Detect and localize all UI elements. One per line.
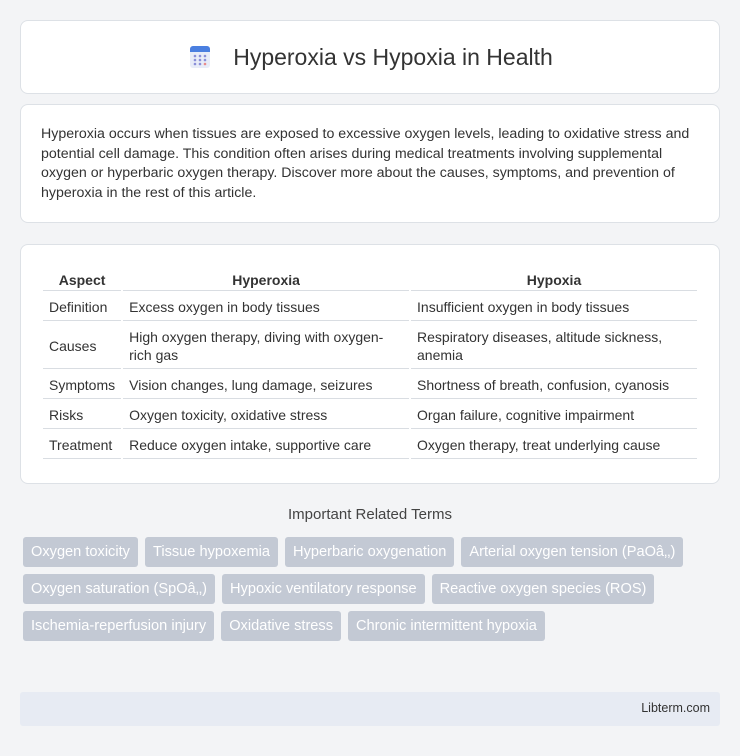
comparison-card [20, 244, 720, 484]
related-terms-heading: Important Related Terms [288, 506, 452, 523]
table-cell: Organ failure, cognitive impairment [411, 401, 697, 429]
table-cell: Causes [43, 323, 121, 369]
column-header-hypoxia: Hypoxia [411, 267, 697, 291]
intro-card [20, 104, 720, 223]
related-term-tag[interactable]: Oxygen toxicity [23, 537, 138, 567]
table-cell: Respiratory diseases, altitude sickness, anemia [411, 323, 697, 369]
footer [20, 692, 720, 726]
table-cell: High oxygen therapy, diving with oxygen-rich gas [123, 323, 409, 369]
table-cell: Excess oxygen in body tissues [123, 293, 409, 321]
table-cell: Insufficient oxygen in body tissues [411, 293, 697, 321]
footer-site-link[interactable]: Libterm.com [641, 701, 710, 715]
related-terms-list [23, 537, 723, 648]
table-header-row [43, 267, 697, 291]
table-cell: Vision changes, lung damage, seizures [123, 371, 409, 399]
table-cell: Symptoms [43, 371, 121, 399]
table-cell: Reduce oxygen intake, supportive care [123, 431, 409, 459]
table-cell: Oxygen therapy, treat underlying cause [411, 431, 697, 459]
table-cell: Shortness of breath, confusion, cyanosis [411, 371, 697, 399]
related-term-tag[interactable]: Hyperbaric oxygenation [285, 537, 454, 567]
related-term-tag[interactable]: Hypoxic ventilatory response [222, 574, 425, 604]
table-cell: Risks [43, 401, 121, 429]
table-row [43, 401, 697, 429]
related-term-tag[interactable]: Oxidative stress [221, 611, 341, 641]
table-row [43, 431, 697, 459]
table-cell: Treatment [43, 431, 121, 459]
comparison-table [41, 265, 699, 461]
related-term-tag[interactable]: Oxygen saturation (SpOâ‚‚) [23, 574, 215, 604]
table-cell: Oxygen toxicity, oxidative stress [123, 401, 409, 429]
intro-text: Hyperoxia occurs when tissues are exposed to excessive oxygen levels, leading to oxidative stress and potential cell damage. This condition often arises during medical treatments involving supplemental oxygen or hyperbaric oxygen therapy. Discover more about the causes, symptoms, and prevention of hyperoxia in the rest of this article. [41, 126, 690, 201]
related-term-tag[interactable]: Tissue hypoxemia [145, 537, 278, 567]
related-term-tag[interactable]: Reactive oxygen species (ROS) [432, 574, 655, 604]
page-title: Hyperoxia vs Hypoxia in Health [233, 43, 553, 70]
spreadsheet-icon [187, 44, 213, 70]
related-term-tag[interactable]: Ischemia-reperfusion injury [23, 611, 214, 641]
table-row [43, 323, 697, 369]
related-term-tag[interactable]: Chronic intermittent hypoxia [348, 611, 545, 641]
column-header-aspect: Aspect [43, 267, 121, 291]
table-cell: Definition [43, 293, 121, 321]
column-header-hyperoxia: Hyperoxia [123, 267, 409, 291]
related-term-tag[interactable]: Arterial oxygen tension (PaOâ‚‚) [461, 537, 683, 567]
table-row [43, 293, 697, 321]
table-row [43, 371, 697, 399]
title-card [20, 20, 720, 94]
